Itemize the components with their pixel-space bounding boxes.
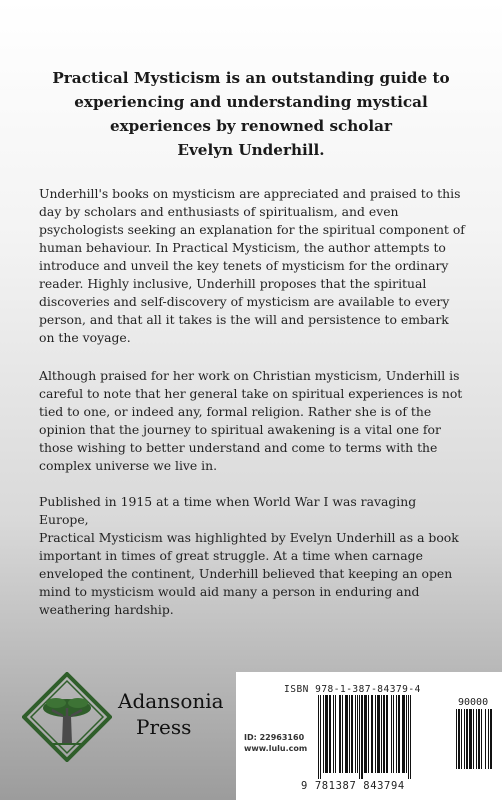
paragraph-line: introduce and unveil the key tenets of mysticism for the ordinary [39,258,449,273]
barcode-bar [375,695,376,773]
price-code: 90000 [458,697,489,708]
paragraph-line: opinion that the journey to spiritual awakening is a vital one for [39,422,441,437]
paragraph-3 [39,493,467,619]
paragraph-line: reader. Highly inclusive, Underhill proposes that the spiritual [39,276,427,291]
headline [40,66,462,162]
paragraph-line: Underhill's books on mysticism are appreciated and praised to this [39,186,461,201]
paragraph-line: Published in 1915 at a time when World War I was ravaging Europe, [39,494,417,527]
barcode-bar [461,709,462,769]
barcode-bar [368,695,369,773]
publisher-line-1: Adansonia [118,689,224,713]
barcode-bar [339,695,341,773]
barcode-bar [351,695,353,773]
baobab-tree-logo-icon [22,672,112,762]
barcode-bar [371,695,373,773]
paragraph-line: person, and that all it takes is the will and persistence to embark [39,312,449,327]
headline-line: experiencing and understanding mystical [74,93,428,111]
barcode-bar [383,695,385,773]
paragraph-line: those wishing to better understand and come to terms with the [39,440,438,455]
publisher-name [118,688,224,740]
paragraph-line: careful to note that her general take on spiritual experiences is not [39,386,463,401]
paragraph-line: human behaviour. In Practical Mysticism, the author attempts to [39,240,446,255]
paragraph-line: mind to mysticism would aid many a person in enduring and [39,584,420,599]
ean-digits: 9 781387 843794 [301,780,405,792]
barcode-bar [386,695,388,773]
id-line: ID: 22963160 [244,733,305,742]
paragraph-line: Although praised for her work on Christian mysticism, Underhill is [39,368,460,383]
isbn-label: ISBN 978-1-387-84379-4 [284,684,421,695]
barcode-bar [323,695,324,773]
addon-barcode [456,709,494,777]
paragraph-line: weathering hardship. [39,602,174,617]
barcode-bar [335,695,336,773]
barcode-bar [318,695,319,779]
barcode-bar [364,695,367,773]
barcode-bar [402,695,405,773]
barcode-bar [481,709,482,769]
headline-line: Practical Mysticism is an outstanding guide to [52,69,450,87]
barcode-bar [406,695,407,773]
paragraph-2 [39,367,467,475]
paragraph-line: Practical Mysticism was highlighted by Evelyn Underhill as a book [39,530,459,545]
paragraph-line: day by scholars and enthusiasts of spiritualism, and even [39,204,399,219]
barcode-bar [381,695,382,773]
barcode-bar [398,695,400,773]
barcode-bar [469,709,472,769]
barcode-bar [485,709,486,769]
barcode-bar [342,695,343,773]
barcode-bar [349,695,350,773]
barcode-bar [329,695,331,773]
barcode-bar [490,709,492,769]
barcode-bar [464,709,465,769]
barcode-bar [333,695,334,773]
barcode-bar [393,695,394,773]
paragraph-line: psychologists seeking an explanation for the spiritual component of [39,222,465,237]
barcode-bar [325,695,328,773]
paragraph-line: enveloped the continent, Underhill believed that keeping an open [39,566,453,581]
barcode-bar [396,695,397,773]
barcode-bar [359,695,360,779]
barcode-bar [361,695,363,779]
barcode-bar [391,695,392,773]
barcode-bar [357,695,358,773]
barcode-bar [473,709,474,769]
barcode-bar [488,709,489,769]
lulu-id [244,732,307,754]
barcode-bar [478,709,480,769]
barcode-bar [377,695,380,773]
publisher-line-2: Press [136,715,192,739]
barcode-bar [476,709,477,769]
paragraph-line: complex universe we live in. [39,458,218,473]
paragraph-line: important in times of great struggle. At a time when carnage [39,548,423,563]
barcode-bar [456,709,457,769]
headline-line: experiences by renowned scholar [109,117,393,135]
barcode-bar [345,695,348,773]
site-line: www.lulu.com [244,744,308,753]
barcode-bar [466,709,468,769]
barcode-bar [408,695,409,779]
barcode-bar [355,695,356,773]
paragraph-line: on the voyage. [39,330,131,345]
ean-barcode [318,695,448,781]
barcode-bar [320,695,321,779]
barcode-panel [236,672,502,800]
paragraph-line: discoveries and self-discovery of mysticism are available to every [39,294,450,309]
barcode-bar [458,709,460,769]
barcode-bar [410,695,411,779]
paragraph-1 [39,185,467,347]
headline-line: Evelyn Underhill. [177,141,325,159]
paragraph-line: tied to one, or indeed any, formal religion. Rather she is of the [39,404,432,419]
